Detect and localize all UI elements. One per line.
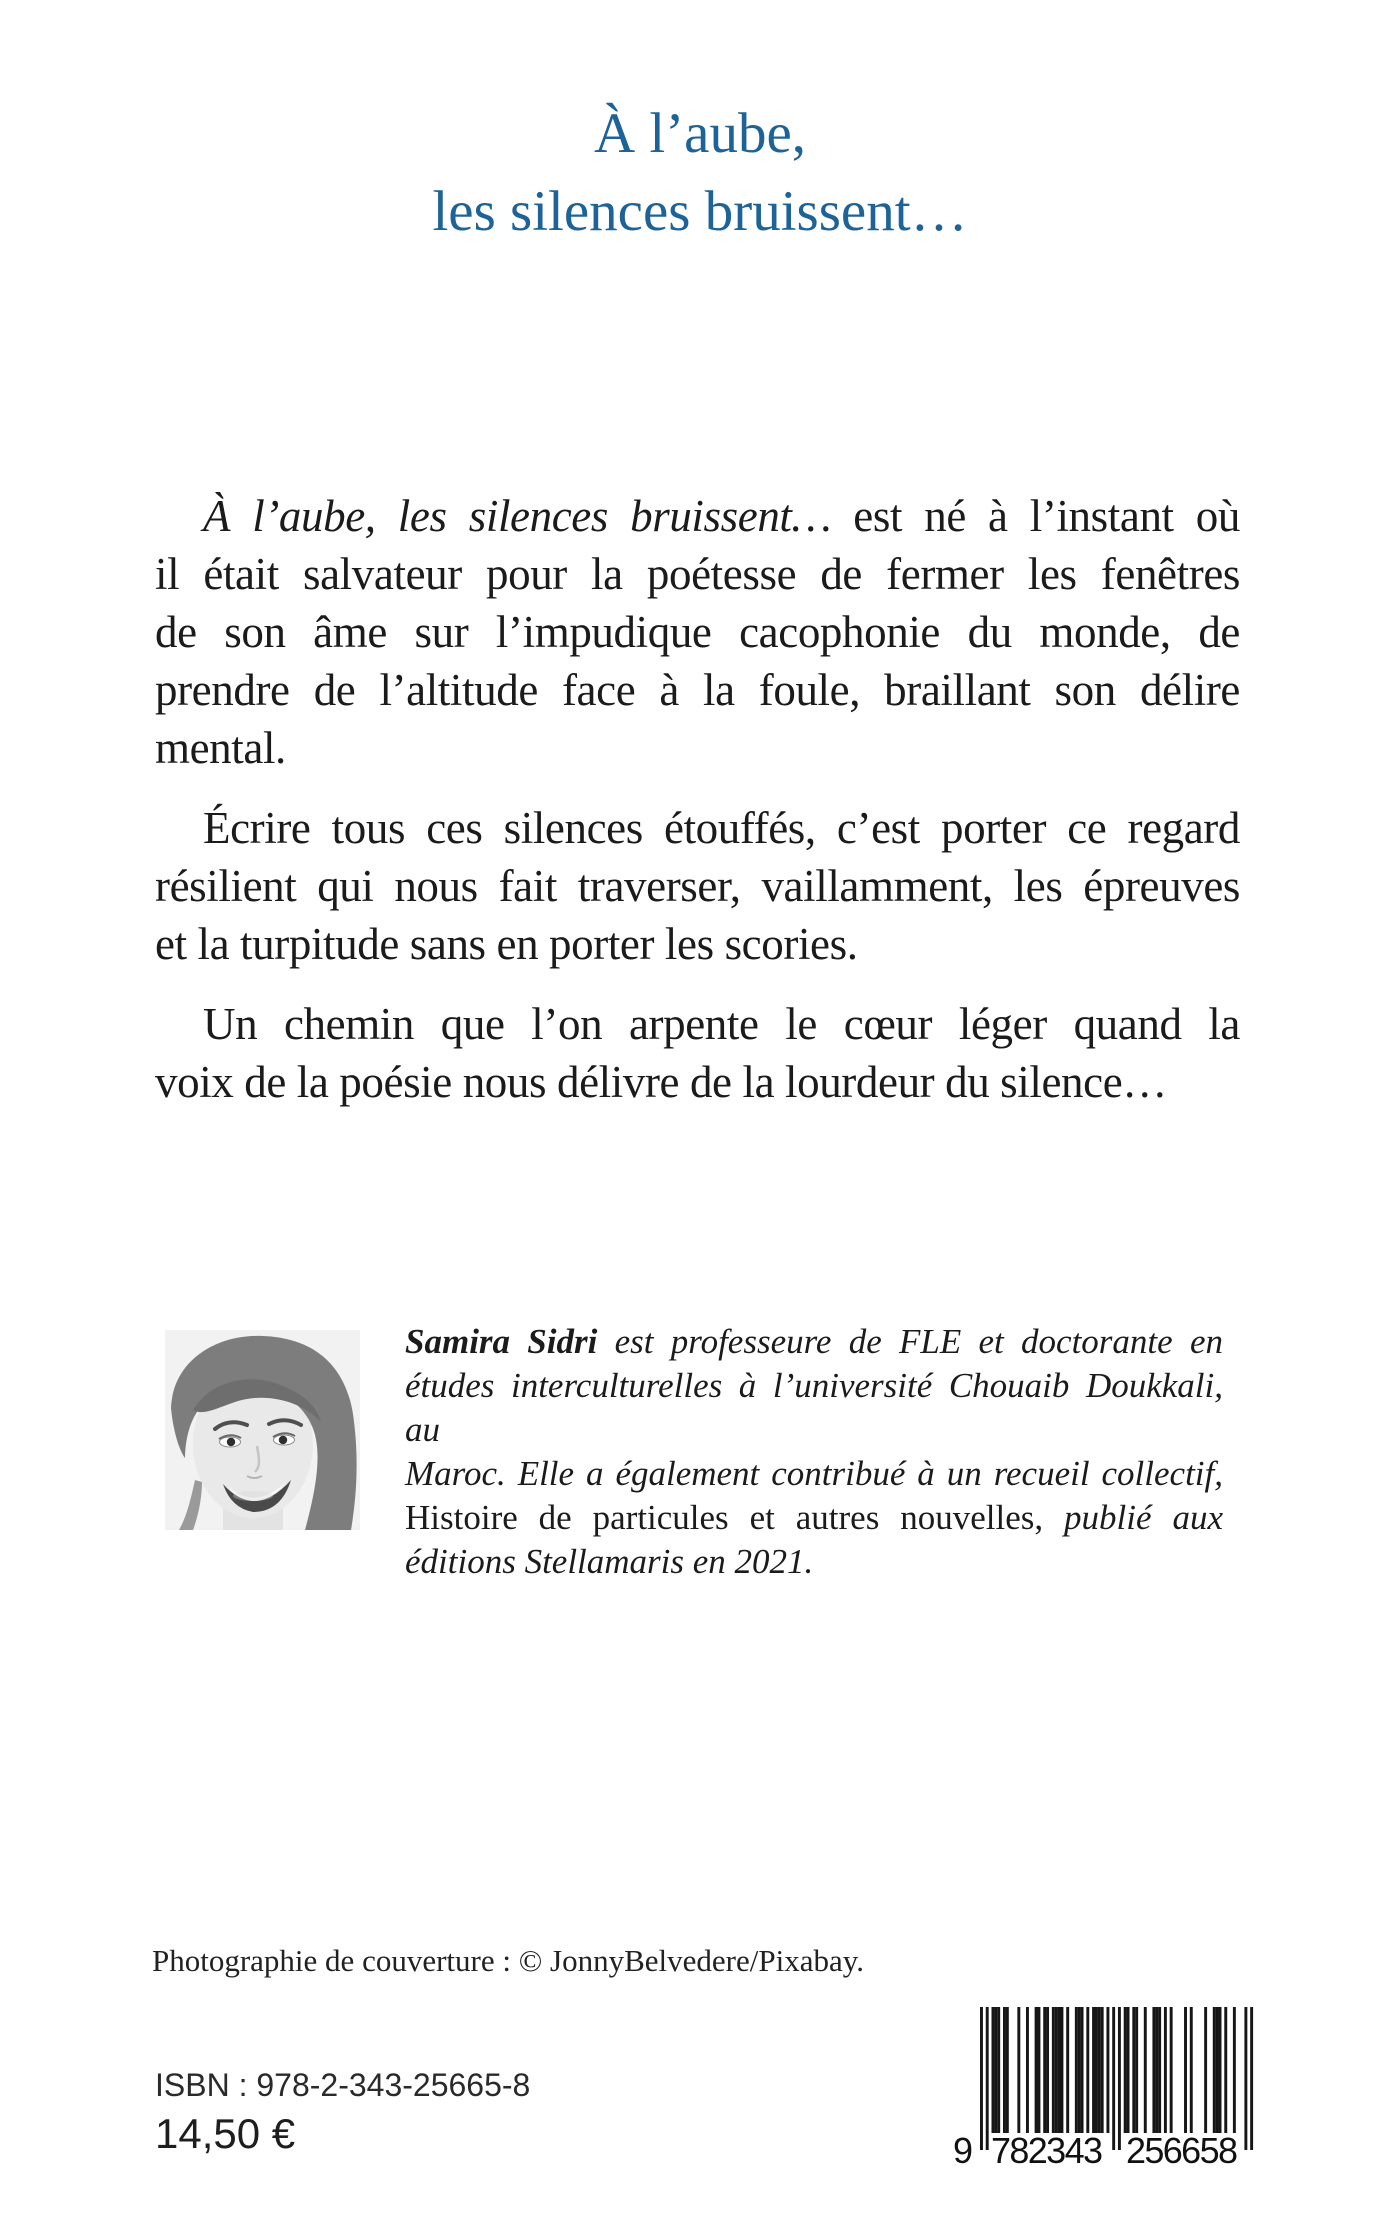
- barcode-digits: 256658: [1126, 2130, 1238, 2169]
- text-segment: résilient qui nous fait traverser, vaillamment, les épreuves: [155, 861, 1240, 911]
- isbn-label: ISBN : 978-2-343-25665-8: [155, 2067, 531, 2103]
- barcode-bar: [986, 2007, 989, 2150]
- barcode-bar: [1101, 2007, 1104, 2133]
- text-line: [155, 915, 1240, 973]
- text-segment: prendre de l’altitude face à la foule, braillant son délire: [155, 665, 1240, 715]
- barcode-bar: [1204, 2007, 1207, 2133]
- barcode-bar: [1003, 2007, 1006, 2133]
- barcode-digits: 782343: [991, 2130, 1103, 2169]
- barcode-bar: [1058, 2007, 1061, 2133]
- text-line: [405, 1364, 1223, 1452]
- book-title-line-1: À l’aube,: [593, 102, 807, 165]
- barcode-bar: [992, 2007, 995, 2133]
- barcode-bar: [1006, 2007, 1009, 2133]
- text-segment: Écrire tous ces silences étouffés, c’est porter ce regard: [203, 803, 1240, 853]
- text-line: [405, 1452, 1223, 1496]
- barcode-bar: [1213, 2007, 1216, 2133]
- text-segment: est né à l’instant où: [853, 491, 1240, 541]
- barcode-bar: [1098, 2007, 1101, 2133]
- text-segment: Maroc. Elle a également contribué à un recueil collectif,: [405, 1454, 1223, 1493]
- barcode-bar: [1066, 2007, 1069, 2133]
- text-segment: études interculturelles à l’université Chouaib Doukkali, au: [405, 1366, 1223, 1449]
- barcode-bar: [1132, 2007, 1135, 2133]
- book-title-line-2: les silences bruissent…: [432, 180, 968, 243]
- barcode-bar: [1086, 2007, 1089, 2133]
- barcode-bar: [1095, 2007, 1098, 2133]
- barcode-bar: [1164, 2007, 1167, 2133]
- barcode-bar: [1158, 2007, 1161, 2133]
- paragraph: [155, 995, 1240, 1111]
- barcode-bar: [1026, 2007, 1029, 2133]
- text-segment: éditions Stellamaris en 2021.: [405, 1542, 814, 1581]
- barcode-bar: [1124, 2007, 1127, 2133]
- barcode-bar: [1152, 2007, 1155, 2133]
- text-line: [155, 799, 1240, 857]
- barcode-bar: [1224, 2007, 1227, 2133]
- text-line: [155, 719, 1240, 777]
- barcode-bar: [1052, 2007, 1055, 2133]
- text-line: [155, 545, 1240, 603]
- barcode-bar: [1135, 2007, 1138, 2133]
- text-line: [155, 487, 1240, 545]
- barcode-bar: [1078, 2007, 1081, 2133]
- text-segment: mental.: [155, 723, 286, 773]
- text-line: [155, 1053, 1240, 1111]
- barcode-bar: [1035, 2007, 1038, 2133]
- barcode-bar: [1060, 2007, 1063, 2133]
- paragraph: [405, 1320, 1223, 1584]
- barcode-bar: [1106, 2007, 1109, 2133]
- price-label: 14,50 €: [155, 2110, 296, 2157]
- text-segment: Samira Sidri: [405, 1322, 598, 1361]
- barcode-bar: [1170, 2007, 1173, 2133]
- ean13-barcode: [945, 2007, 1260, 2169]
- text-segment: et la turpitude sans en porter les scories.: [155, 919, 858, 969]
- barcode-bar: [1037, 2007, 1040, 2133]
- barcode-bar: [994, 2007, 997, 2133]
- barcode-bar: [1092, 2007, 1095, 2133]
- text-line: [155, 603, 1240, 661]
- barcode-bar: [1043, 2007, 1046, 2133]
- barcode-bar: [1250, 2007, 1253, 2150]
- synopsis: [155, 487, 1240, 1111]
- text-line: [155, 857, 1240, 915]
- barcode-bar: [1190, 2007, 1193, 2133]
- barcode-bar: [1127, 2007, 1130, 2133]
- paragraph: [155, 799, 1240, 973]
- barcode-bar: [1233, 2007, 1236, 2133]
- barcode-bar: [1216, 2007, 1219, 2133]
- text-line: [405, 1540, 1223, 1584]
- text-line: [155, 661, 1240, 719]
- barcode-bar: [1075, 2007, 1078, 2133]
- text-line: [405, 1320, 1223, 1364]
- barcode-bar: [1244, 2007, 1247, 2150]
- barcode-bar: [1155, 2007, 1158, 2133]
- barcode-bar: [1046, 2007, 1049, 2133]
- text-segment: Histoire de particules et autres nouvelles,: [405, 1498, 1044, 1537]
- barcode-bar: [1118, 2007, 1121, 2150]
- text-segment: publié aux: [1043, 1498, 1223, 1537]
- paragraph: [155, 487, 1240, 777]
- photo-credit: Photographie de couverture : © JonnyBelvedere/Pixabay.: [152, 1943, 864, 1978]
- barcode-bar: [1055, 2007, 1058, 2133]
- book-title: [0, 95, 1400, 251]
- text-segment: Un chemin que l’on arpente le cœur léger quand la: [203, 999, 1240, 1049]
- barcode-bar: [1144, 2007, 1147, 2133]
- barcode-bar: [1112, 2007, 1115, 2150]
- barcode-bar: [1081, 2007, 1084, 2133]
- text-segment: est professeure de FLE et doctorante en: [597, 1322, 1223, 1361]
- text-segment: de son âme sur l’impudique cacophonie du monde, de: [155, 607, 1240, 657]
- barcode-digits: 9: [953, 2130, 974, 2169]
- barcode-bar: [1184, 2007, 1187, 2133]
- barcode-bar: [1017, 2007, 1020, 2133]
- author-bio: [405, 1320, 1223, 1584]
- text-segment: il était salvateur pour la poétesse de fermer les fenêtres: [155, 549, 1240, 599]
- text-line: [155, 995, 1240, 1053]
- barcode-bar: [980, 2007, 983, 2150]
- barcode-bar: [1219, 2007, 1222, 2133]
- author-photo: [165, 1330, 360, 1530]
- text-segment: À l’aube, les silences bruissent…: [203, 491, 854, 541]
- barcode-bar: [997, 2007, 1000, 2133]
- text-line: [405, 1496, 1223, 1540]
- text-segment: voix de la poésie nous délivre de la lourdeur du silence…: [155, 1057, 1167, 1107]
